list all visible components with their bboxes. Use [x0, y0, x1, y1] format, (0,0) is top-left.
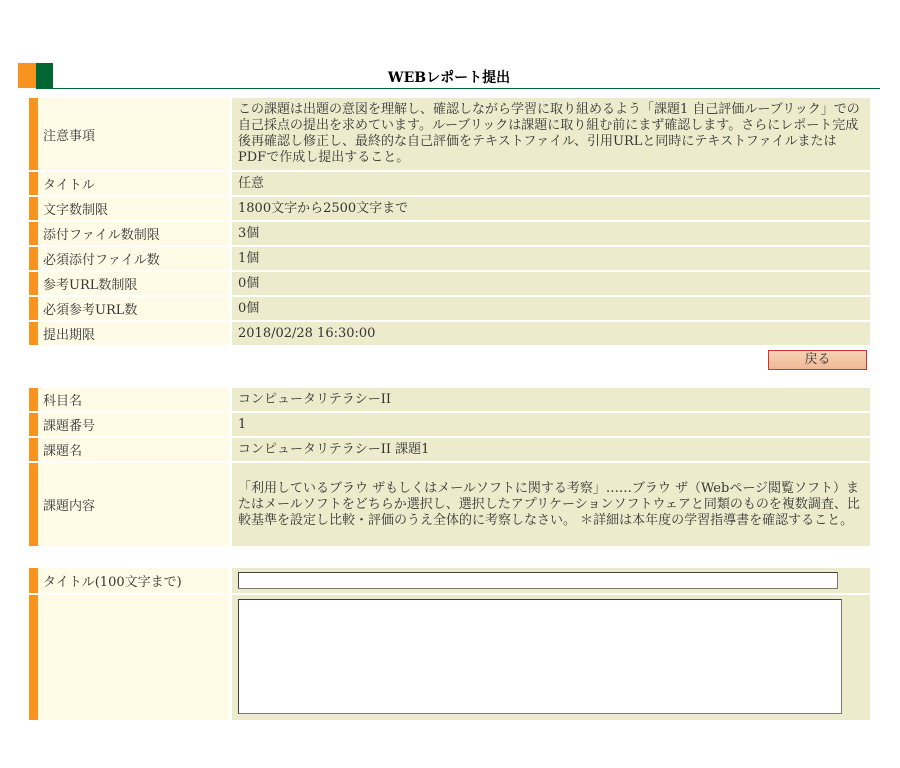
info-row-notes: [29, 98, 870, 170]
info-row-required-attach: [29, 247, 870, 270]
course-value: コンピュータリテラシーII 課題1: [232, 438, 870, 461]
info-row-title: [29, 172, 870, 195]
course-label: 科目名: [29, 388, 229, 411]
info-label: 添付ファイル数制限: [29, 222, 229, 245]
info-row-deadline: [29, 322, 870, 345]
form-row-body: [29, 595, 870, 720]
report-body-textarea[interactable]: [238, 599, 842, 714]
back-button[interactable]: 戻る: [768, 350, 867, 370]
info-value: 1800文字から2500文字まで: [232, 197, 870, 220]
form-row-title: [29, 568, 870, 593]
course-label: 課題内容: [29, 463, 229, 546]
course-row-number: [29, 413, 870, 436]
header-rule: [36, 88, 880, 89]
info-label: 参考URL数制限: [29, 272, 229, 295]
title-input[interactable]: [238, 572, 838, 589]
course-value: コンピュータリテラシーII: [232, 388, 870, 411]
course-value: 「利用しているブラウ ザもしくはメールソフトに関する考察」……ブラウ ザ（Webページ閲覧ソフト）またはメールソフトをどちらか選択し、選択したアプリケーションソフトウェアと同類のものを複数調査、比較基準を設定し比較・評価のうえ全体的に考察しなさい。 ＊詳細は本年度の学習指導書を確認すること。: [232, 463, 870, 546]
form-body-label: [29, 595, 229, 720]
info-row-char-limit: [29, 197, 870, 220]
course-label: 課題名: [29, 438, 229, 461]
info-label: タイトル: [29, 172, 229, 195]
info-label: 提出期限: [29, 322, 229, 345]
info-label: 必須参考URL数: [29, 297, 229, 320]
info-value: 0個: [232, 297, 870, 320]
course-row-subject: [29, 388, 870, 411]
course-value: 1: [232, 413, 870, 436]
info-label: 文字数制限: [29, 197, 229, 220]
form-title-cell: [232, 568, 870, 593]
info-row-attach-limit: [29, 222, 870, 245]
info-label: 必須添付ファイル数: [29, 247, 229, 270]
course-label: 課題番号: [29, 413, 229, 436]
info-label: 注意事項: [29, 98, 229, 170]
info-row-required-url: [29, 297, 870, 320]
form-body-cell: [232, 595, 870, 720]
report-info-table: [29, 96, 870, 347]
info-value: 任意: [232, 172, 870, 195]
course-row-content: [29, 463, 870, 546]
course-info-table: [29, 386, 870, 548]
info-row-url-limit: [29, 272, 870, 295]
info-value: この課題は出題の意図を理解し、確認しながら学習に取り組めるよう「課題1 自己評価ルーブリック」での自己採点の提出を求めています。ルーブリックは課題に取り組む前にまず確認します。さらにレポート完成後再確認し修正し、最終的な自己評価をテキストファイル、引用URLと同時にテキストファイルまたはPDFで作成し提出すること。: [232, 98, 870, 170]
info-value: 0個: [232, 272, 870, 295]
info-value: 3個: [232, 222, 870, 245]
form-title-label: タイトル(100文字まで): [29, 568, 229, 593]
page-title: WEBレポート提出: [387, 70, 511, 86]
page-header: [18, 63, 880, 90]
info-value: 1個: [232, 247, 870, 270]
course-row-name: [29, 438, 870, 461]
submission-form: [29, 566, 870, 722]
info-value: 2018/02/28 16:30:00: [232, 322, 870, 345]
